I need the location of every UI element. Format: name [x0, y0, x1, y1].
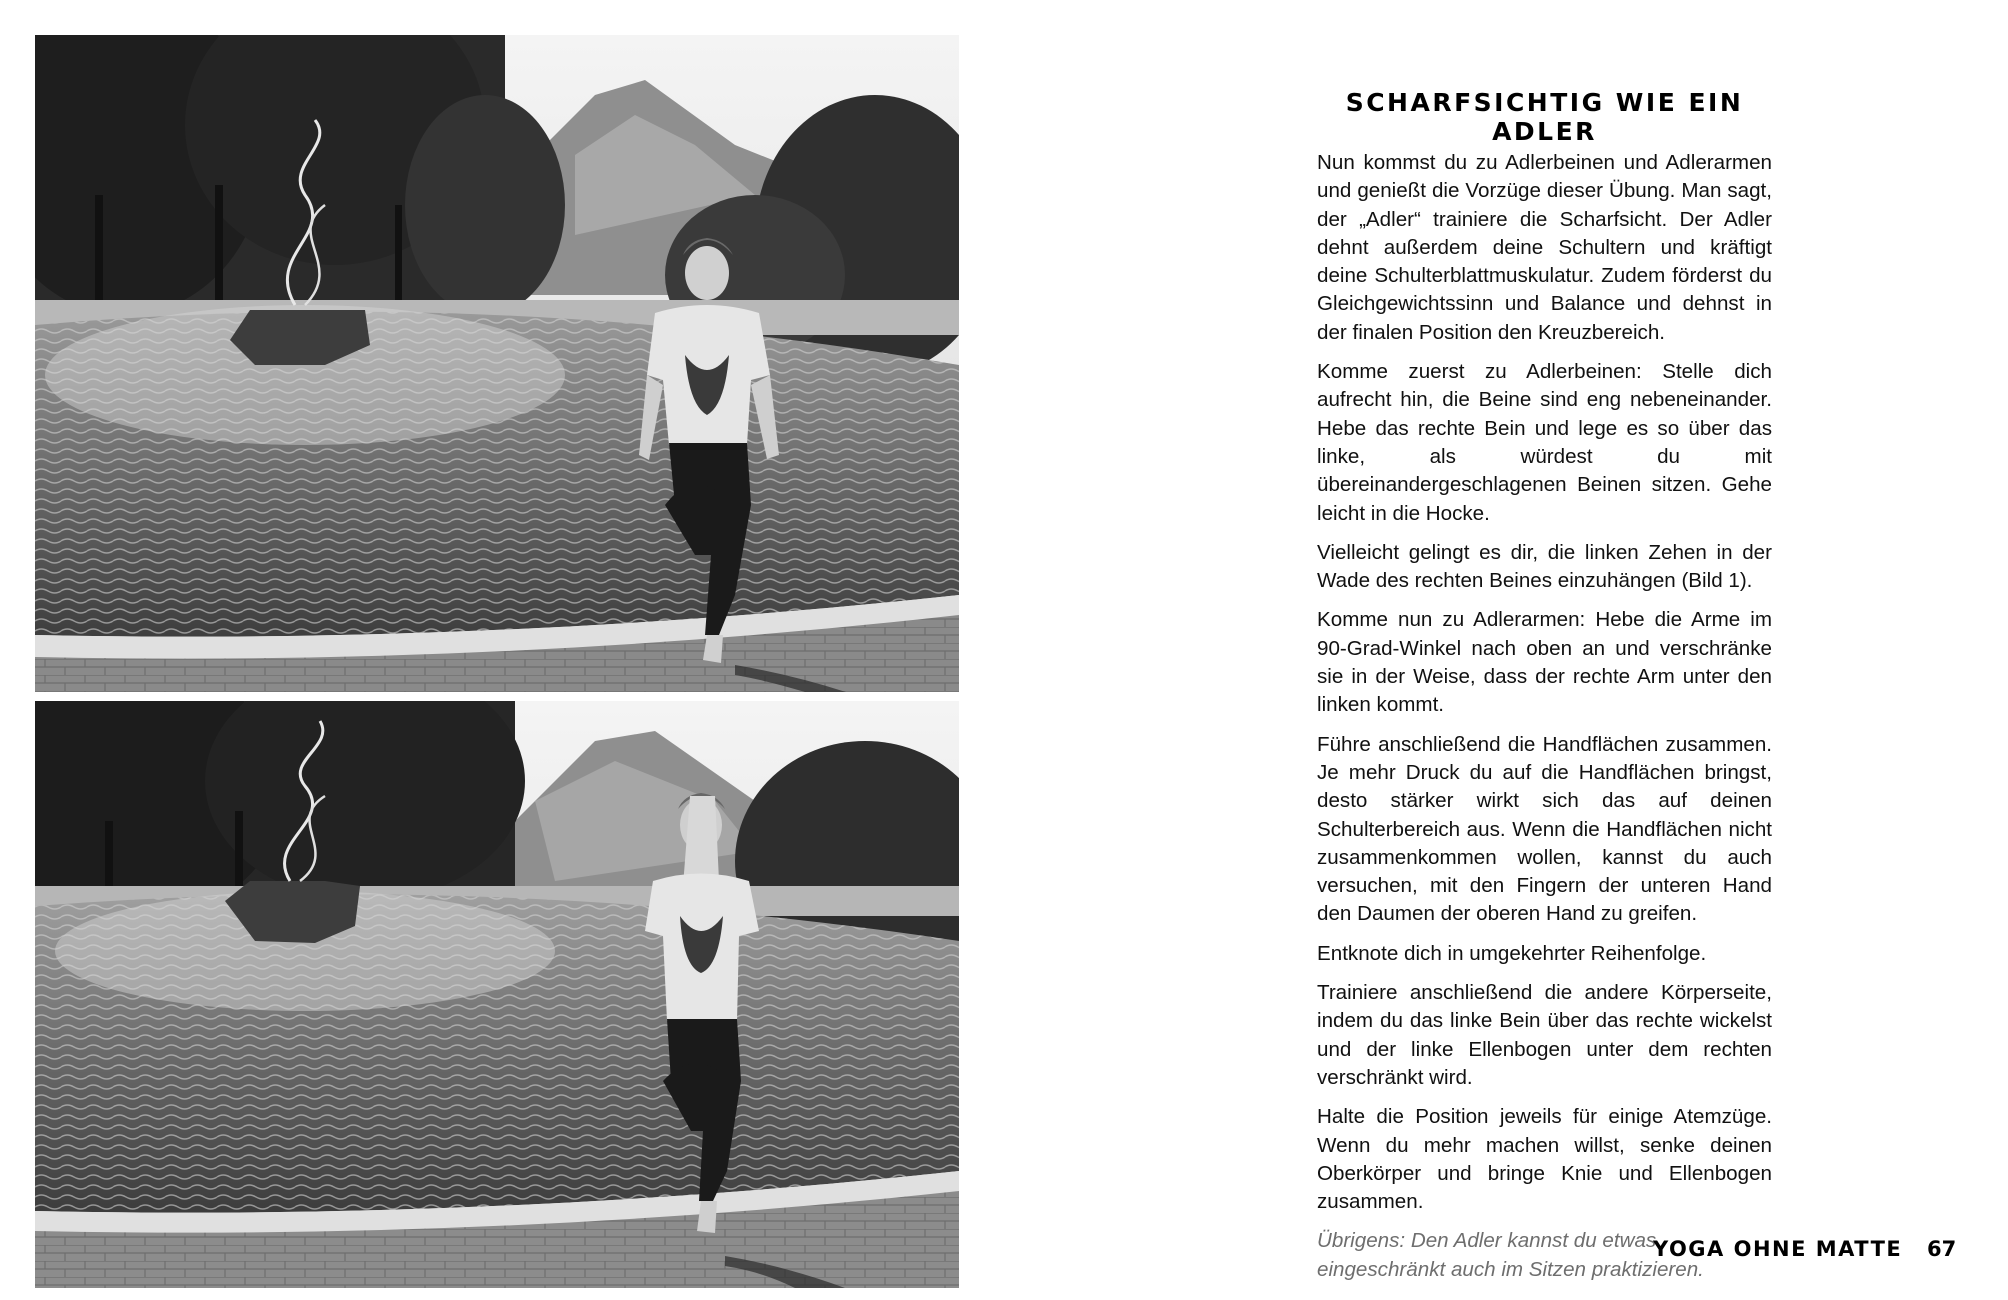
- paragraph-intro: Nun kommst du zu Adlerbeinen und Adlerarmen und genießt die Vorzüge dieser Übung. Man sagt, der „Adler“ trainiere die Scharfsicht. Der Adler dehnt außerdem deine Schultern und kräftigt deine Schulterblattmuskulatur. Zudem förderst du Gleichgewichtssinn und Balance und dehnst in der finalen Position den Kreuzbereich.: [1317, 151, 1772, 344]
- paragraph-eagle-legs: Komme zuerst zu Adlerbeinen: Stelle dich aufrecht hin, die Beine sind eng nebeneinander. Hebe das rechte Bein und lege es so über das linke, als würdest du mit übereinandergeschlagenen Beinen sitzen. Gehe leicht in die Hocke.: [1317, 360, 1772, 525]
- article-title: SCHARFSICHTIG WIE EIN ADLER: [1345, 88, 1744, 146]
- paragraph-other-side: Trainiere anschließend die andere Körperseite, indem du das linke Bein über das rechte wickelst und der linke Ellenbogen unter dem rechten verschränkt wird.: [1317, 981, 1772, 1089]
- photo-eagle-arms-image: [35, 701, 959, 1288]
- side-note: Übrigens: Den Adler kannst du etwas eingeschränkt auch im Sitzen praktizieren.: [1317, 1229, 1704, 1281]
- photo-eagle-legs: [35, 35, 959, 692]
- photo-eagle-legs-image: [35, 35, 959, 692]
- paragraph-eagle-arms: Komme nun zu Adlerarmen: Hebe die Arme im 90-Grad-Winkel nach oben an und verschränke sie in der Weise, dass der rechte Arm unter den linken kommt.: [1317, 608, 1772, 717]
- paragraph-hold-position: Halte die Position jeweils für einige Atemzüge. Wenn du mehr machen willst, senke deinen Oberkörper und bringe Knie und Ellenbogen zusammen.: [1317, 1105, 1772, 1214]
- paragraph-unwind: Entknote dich in umgekehrter Reihenfolge.: [1317, 941, 1707, 965]
- paragraph-toes-hook: Vielleicht gelingt es dir, die linken Zehen in der Wade des rechten Beines einzuhängen (Bild 1).: [1317, 540, 1772, 593]
- running-footer-title: YOGA OHNE MATTE: [1653, 1237, 1903, 1261]
- photo-eagle-arms: [35, 701, 959, 1288]
- page-number: 67: [1927, 1237, 1957, 1261]
- paragraph-palms-together: Führe anschließend die Handflächen zusammen. Je mehr Druck du auf die Handflächen bringst, desto stärker wirkt sich das auf deinen Schulterbereich aus. Wenn die Handflächen nicht zusammenkommen wollen, kannst du auch versuchen, mit den Fingern der unteren Hand den Daumen der oberen Hand zu greifen.: [1317, 732, 1772, 926]
- article-body: [1317, 149, 1772, 1284]
